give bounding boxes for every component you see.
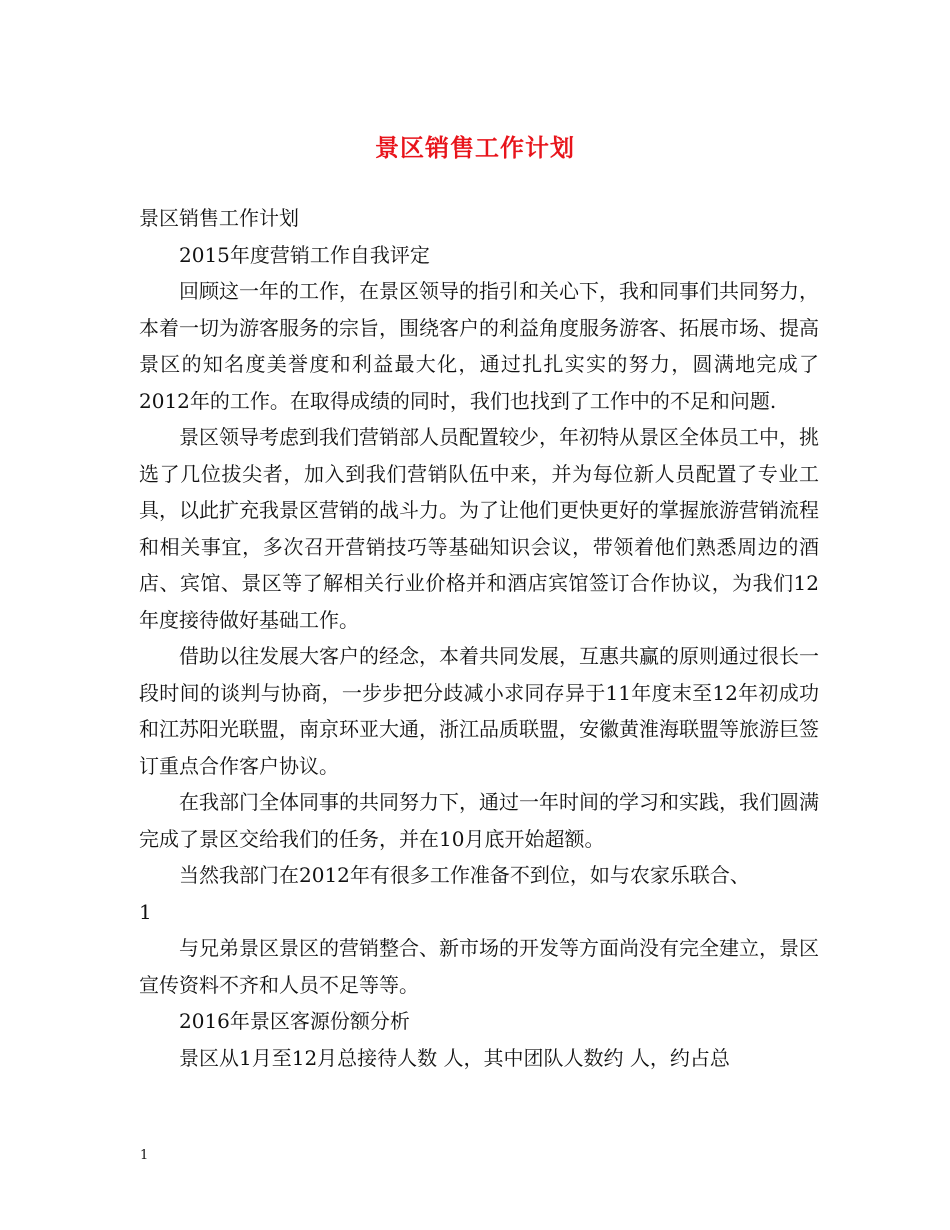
- document-body: [139, 200, 819, 1076]
- footer-page-number: 1: [140, 1148, 149, 1163]
- document-title: 景区销售工作计划: [375, 133, 575, 162]
- paragraph-shortcomings-end: 与兄弟景区景区的营销整合、新市场的开发等方面尚没有完全建立，景区宣传资料不齐和人员不足等等。: [139, 936, 819, 997]
- paragraph-visitor-stats: 景区从1月至12月总接待人数 人，其中团队人数约 人，约占总: [179, 1045, 730, 1070]
- paragraph-shortcomings-start: 当然我部门在2012年有很多工作准备不到位，如与农家乐联合、: [179, 863, 750, 887]
- paragraph-clients: 借助以往发展大客户的经念，本着共同发展，互惠共赢的原则通过很长一段时间的谈判与协商，一步步把分歧减小求同存异于11年度末至12年初成功和江苏阳光联盟，南京环亚大通，浙江品质联盟，安徽黄淮海联盟等旅游巨签订重点合作客户协议。: [139, 644, 819, 778]
- inline-page-number: 1: [139, 899, 152, 924]
- paragraph-section-2015: 2015年度营销工作自我评定: [179, 242, 430, 267]
- paragraph-section-2016: 2016年景区客源份额分析: [179, 1009, 410, 1033]
- paragraph-achievement: 在我部门全体同事的共同努力下，通过一年时间的学习和实践，我们圆满完成了景区交给我们的任务，并在10月底开始超额。: [139, 790, 819, 851]
- paragraph-heading: 景区销售工作计划: [139, 206, 299, 230]
- paragraph-review: 回顾这一年的工作，在景区领导的指引和关心下，我和同事们共同努力，本着一切为游客服务的宗旨，围绕客户的利益角度服务游客、拓展市场、提高景区的知名度美誉度和利益最大化，通过扎扎实实的努力，圆满地完成了2012年的工作。在取得成绩的同时，我们也找到了工作中的不足和问题.: [139, 279, 819, 413]
- paragraph-staffing: 景区领导考虑到我们营销部人员配置较少，年初特从景区全体员工中，挑选了几位拔尖者，加入到我们营销队伍中来，并为每位新人员配置了专业工具，以此扩充我景区营销的战斗力。为了让他们更快更好的掌握旅游营销流程和相关事宜，多次召开营销技巧等基础知识会议，带领着他们熟悉周边的酒店、宾馆、景区等了解相关行业价格并和酒店宾馆签订合作协议，为我们12年度接待做好基础工作。: [139, 425, 819, 632]
